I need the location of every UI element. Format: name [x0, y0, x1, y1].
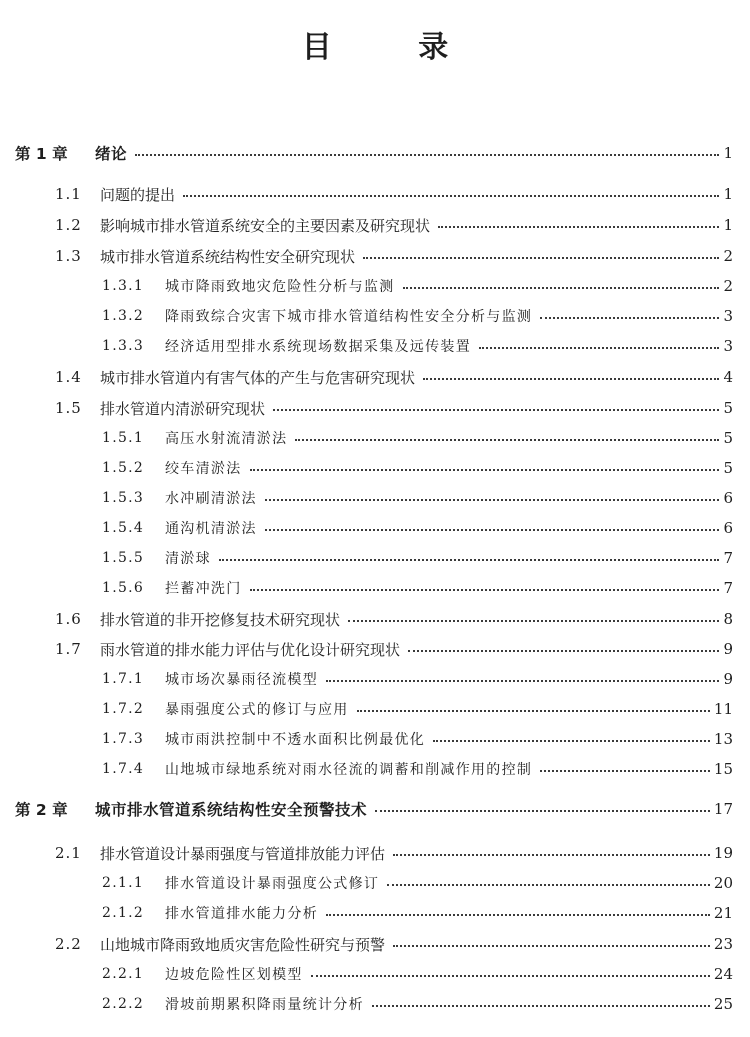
toc-entry-sub — [0, 991, 733, 1017]
toc-entry-sub — [0, 485, 733, 511]
toc-entry-title: 城市排水管道内有害气体的产生与危害研究现状 — [100, 368, 416, 387]
toc-entry-number: 2.2.1 — [102, 966, 145, 982]
toc-entry-page: 23 — [713, 935, 733, 953]
toc-entry-page: 4 — [723, 368, 733, 386]
toc-entry-number: 2.2 — [55, 935, 82, 953]
toc-entry-number: 1.6 — [55, 610, 82, 628]
toc-entry-page: 25 — [713, 995, 733, 1013]
toc-entry-title: 绪论 — [95, 145, 128, 163]
dot-leader — [433, 740, 710, 742]
toc-entry-page: 6 — [723, 489, 733, 507]
toc-entry-number: 2.1.1 — [102, 875, 145, 891]
toc-entry-page: 15 — [713, 760, 733, 778]
toc-entry-title: 山地城市降雨致地质灾害危险性研究与预警 — [100, 935, 386, 954]
dot-leader — [393, 945, 710, 947]
toc-entry-number: 1.7.1 — [102, 671, 145, 687]
toc-entry-sub — [0, 900, 733, 926]
dot-leader — [219, 559, 719, 561]
toc-entry-section — [0, 395, 733, 421]
dot-leader — [408, 650, 719, 652]
toc-entry-number: 1.7.2 — [102, 701, 145, 717]
toc-entry-title: 排水管道的非开挖修复技术研究现状 — [100, 610, 341, 629]
toc-entry-page: 21 — [713, 904, 733, 922]
toc-entry-title: 排水管道设计暴雨强度公式修订 — [165, 876, 380, 892]
toc-entry-number: 第 1 章 — [15, 145, 68, 163]
toc-entry-section — [0, 636, 733, 662]
toc-entry-number: 第 2 章 — [15, 801, 68, 819]
toc-entry-sub — [0, 870, 733, 896]
toc-entry-number: 1.2 — [55, 216, 82, 234]
dot-leader — [372, 1005, 710, 1007]
dot-leader — [375, 810, 710, 812]
toc-entry-page: 17 — [713, 800, 733, 818]
toc-entry-number: 2.1 — [55, 844, 82, 862]
toc-entry-title: 排水管道设计暴雨强度与管道排放能力评估 — [100, 844, 386, 863]
toc-entry-number: 1.5 — [55, 399, 82, 417]
dot-leader — [438, 226, 719, 228]
toc-entry-number: 2.1.2 — [102, 905, 145, 921]
dot-leader — [387, 884, 710, 886]
toc-entry-number: 1.5.4 — [102, 520, 145, 536]
toc-entry-number: 1.5.1 — [102, 430, 145, 446]
toc-entry-title: 通沟机清淤法 — [165, 521, 257, 537]
toc-entry-section — [0, 606, 733, 632]
toc-entry-number: 1.3.3 — [102, 338, 145, 354]
dot-leader — [265, 529, 719, 531]
toc-entry-page: 20 — [713, 874, 733, 892]
toc-entry-title: 滑坡前期累积降雨量统计分析 — [165, 997, 364, 1013]
toc-entry-number: 1.1 — [55, 185, 82, 203]
dot-leader — [326, 914, 710, 916]
page-title: 目 录 — [301, 30, 487, 65]
toc-entry-title: 城市排水管道系统结构性安全预警技术 — [95, 801, 368, 819]
toc-entry-number: 1.5.3 — [102, 490, 145, 506]
dot-leader — [393, 854, 710, 856]
dot-leader — [311, 975, 710, 977]
dot-leader — [403, 287, 720, 289]
toc-entry-sub — [0, 756, 733, 782]
toc-entry-number: 1.3.1 — [102, 278, 145, 294]
dot-leader — [250, 589, 720, 591]
dot-leader — [540, 317, 719, 319]
toc-entry-number: 1.5.6 — [102, 580, 145, 596]
toc-entry-title: 排水管道内清淤研究现状 — [100, 399, 266, 418]
toc-entry-sub — [0, 545, 733, 571]
toc-entry-number: 1.3.2 — [102, 308, 145, 324]
dot-leader — [135, 154, 719, 156]
toc-entry-page: 9 — [723, 670, 733, 688]
toc-entry-title: 城市降雨致地灾危险性分析与监测 — [165, 279, 395, 295]
toc-entry-number: 1.5.5 — [102, 550, 145, 566]
toc-entry-title: 城市排水管道系统结构性安全研究现状 — [100, 247, 356, 266]
toc-entry-page: 7 — [723, 579, 733, 597]
toc-entry-section — [0, 212, 733, 238]
toc-entry-number: 1.7 — [55, 640, 82, 658]
toc-entry-page: 8 — [723, 610, 733, 628]
toc-entry-title: 经济适用型排水系统现场数据采集及远传装置 — [165, 339, 471, 355]
toc-entry-page: 2 — [723, 277, 733, 295]
toc-entry-sub — [0, 961, 733, 987]
toc-entry-sub — [0, 575, 733, 601]
toc-entry-title: 拦蓄冲洗门 — [165, 581, 242, 597]
dot-leader — [183, 195, 719, 197]
toc-entry-title: 问题的提出 — [100, 185, 176, 204]
dot-leader — [540, 770, 710, 772]
dot-leader — [423, 378, 719, 380]
toc-entry-page: 1 — [723, 185, 733, 203]
dot-leader — [295, 439, 719, 441]
toc-entry-section — [0, 840, 733, 866]
toc-entry-page: 19 — [713, 844, 733, 862]
dot-leader — [348, 620, 719, 622]
toc-entry-section — [0, 931, 733, 957]
dot-leader — [250, 469, 720, 471]
toc-entry-chapter — [0, 140, 733, 166]
toc-entry-page: 1 — [723, 216, 733, 234]
toc-entry-title: 绞车清淤法 — [165, 461, 242, 477]
toc-entry-page: 9 — [723, 640, 733, 658]
toc-entry-section — [0, 243, 733, 269]
toc-entry-number: 2.2.2 — [102, 996, 145, 1012]
toc-entry-section — [0, 181, 733, 207]
toc-entry-title: 暴雨强度公式的修订与应用 — [165, 702, 349, 718]
toc-entry-page: 2 — [723, 247, 733, 265]
toc-entry-page: 5 — [723, 399, 733, 417]
toc-entry-number: 1.7.3 — [102, 731, 145, 747]
dot-leader — [326, 680, 719, 682]
toc-entry-title: 边坡危险性区划模型 — [165, 967, 303, 983]
toc-entry-page: 5 — [723, 459, 733, 477]
toc-entry-sub — [0, 666, 733, 692]
toc-entry-number: 1.4 — [55, 368, 82, 386]
toc-entry-title: 雨水管道的排水能力评估与优化设计研究现状 — [100, 640, 401, 659]
toc-entry-title: 山地城市绿地系统对雨水径流的调蓄和削减作用的控制 — [165, 762, 533, 778]
toc-entry-page: 3 — [723, 307, 733, 325]
toc-entry-title: 降雨致综合灾害下城市排水管道结构性安全分析与监测 — [165, 309, 533, 325]
toc-entry-title: 影响城市排水管道系统安全的主要因素及研究现状 — [100, 216, 431, 235]
toc-entry-sub — [0, 455, 733, 481]
toc-entry-number: 1.5.2 — [102, 460, 145, 476]
toc-entry-page: 6 — [723, 519, 733, 537]
dot-leader — [363, 257, 719, 259]
toc-entry-section — [0, 364, 733, 390]
toc-entry-title: 高压水射流清淤法 — [165, 431, 288, 447]
toc-entry-title: 城市雨洪控制中不透水面积比例最优化 — [165, 732, 426, 748]
toc-entry-page: 1 — [723, 144, 733, 162]
toc-entry-page: 13 — [713, 730, 733, 748]
dot-leader — [357, 710, 710, 712]
toc-entry-page: 11 — [713, 700, 733, 718]
toc-entry-title: 排水管道排水能力分析 — [165, 906, 318, 922]
toc-entry-title: 水冲刷清淤法 — [165, 491, 257, 507]
dot-leader — [273, 409, 719, 411]
toc-entry-number: 1.3 — [55, 247, 82, 265]
toc-entry-title: 清淤球 — [165, 551, 211, 567]
toc-entry-sub — [0, 726, 733, 752]
toc-entry-sub — [0, 425, 733, 451]
toc-entry-page: 24 — [713, 965, 733, 983]
toc-entry-number: 1.7.4 — [102, 761, 145, 777]
toc-entry-sub — [0, 515, 733, 541]
toc-entry-page: 7 — [723, 549, 733, 567]
toc-entry-sub — [0, 696, 733, 722]
toc-entry-sub — [0, 333, 733, 359]
dot-leader — [479, 347, 719, 349]
toc-entry-chapter — [0, 796, 733, 822]
toc-entry-sub — [0, 273, 733, 299]
dot-leader — [265, 499, 719, 501]
toc-entry-page: 3 — [723, 337, 733, 355]
toc-entry-sub — [0, 303, 733, 329]
toc-entry-page: 5 — [723, 429, 733, 447]
toc-entry-title: 城市场次暴雨径流模型 — [165, 672, 318, 688]
